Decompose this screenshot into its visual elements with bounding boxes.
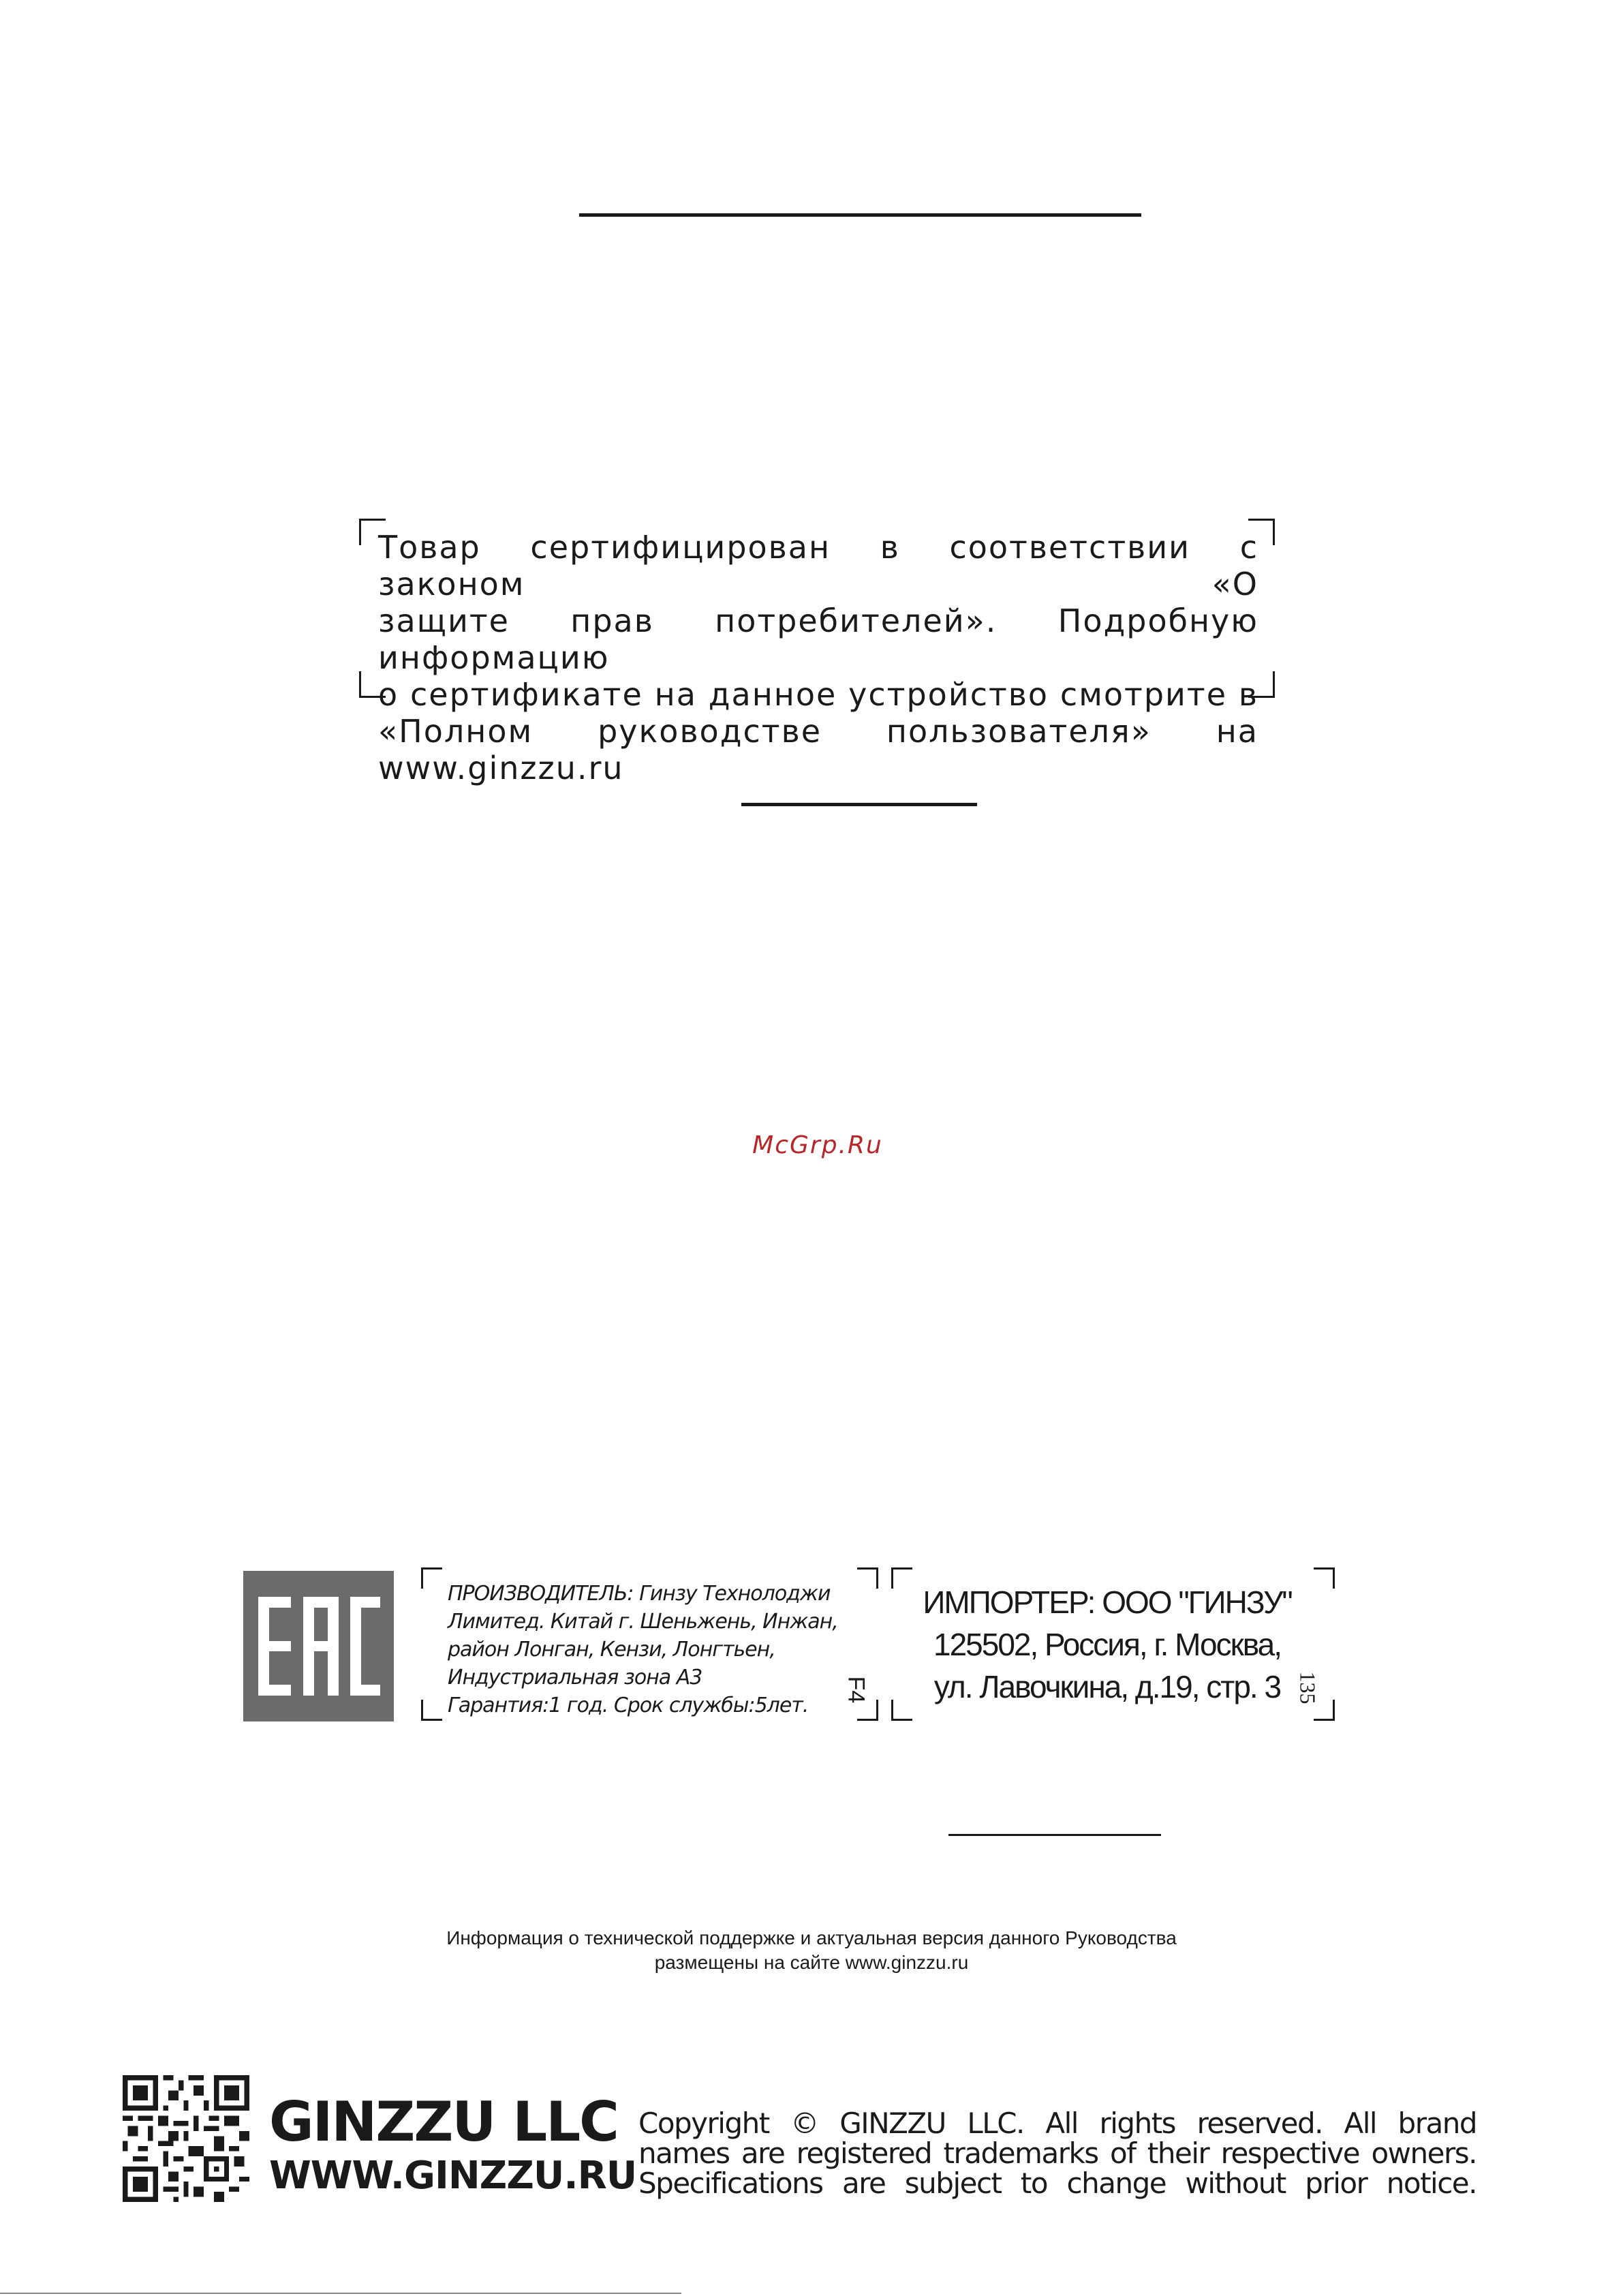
qr-code-icon — [123, 2075, 249, 2202]
manufacturer-line: Гарантия:1 год. Срок службы:5лет. — [448, 1694, 809, 1717]
cert-line: «Полном руководстве пользователя» на www.ginzzu.ru — [378, 713, 1258, 786]
eac-certification-mark — [243, 1571, 394, 1721]
copyright-line: names are registered trademarks of their respective owners. — [638, 2137, 1477, 2170]
imp-corner-tl — [891, 1567, 912, 1589]
page-bottom-edge — [0, 2293, 681, 2294]
importer-line: ул. Лавочкина, д.19, стр. 3 — [933, 1669, 1281, 1704]
certification-notice — [378, 529, 1258, 786]
mfr-corner-bl — [421, 1700, 442, 1721]
manufacturer-info — [448, 1580, 850, 1719]
top-divider — [579, 213, 1141, 217]
copyright-line: Specifications are subject to change without prior notice. — [638, 2167, 1477, 2200]
copyright-notice — [638, 2109, 1477, 2199]
importer-code: 135 — [1295, 1671, 1320, 1704]
copyright-line: Copyright © GINZZU LLC. All rights reserved. All brand — [638, 2107, 1477, 2140]
watermark: McGrp.Ru — [752, 1131, 883, 1159]
manufacturer-line: ПРОИЗВОДИТЕЛЬ: Гинзу Технолоджи — [448, 1582, 831, 1606]
small-divider — [948, 1834, 1161, 1836]
manufacturer-code: F4 — [843, 1676, 869, 1704]
brand-url: WWW.GINZZU.RU — [269, 2154, 637, 2198]
brand-block — [269, 2091, 636, 2199]
support-notice — [0, 1926, 1623, 1975]
mfr-corner-tl — [421, 1567, 442, 1589]
cert-line: Товар сертифицирован в соответствии с законом «О — [378, 529, 1258, 602]
imp-corner-tr — [1314, 1567, 1335, 1589]
manufacturer-line: Индустриальная зона А3 — [448, 1666, 702, 1689]
eac-logo-icon — [243, 1571, 394, 1721]
brand-name: GINZZU LLC — [269, 2090, 618, 2154]
support-line: Информация о технической поддержке и актуальная версия данного Руководства — [446, 1927, 1177, 1948]
manufacturer-line: район Лонган, Кензи, Лонгтьен, — [448, 1638, 775, 1662]
imp-corner-bl — [891, 1700, 912, 1721]
cert-line: о сертификате на данное устройство смотрите в — [378, 676, 1258, 713]
importer-info — [916, 1581, 1298, 1708]
support-line: размещены на сайте www.ginzzu.ru — [654, 1952, 969, 1973]
manufacturer-line: Лимитед. Китай г. Шеньжень, Инжан, — [448, 1610, 838, 1634]
mfr-corner-tr — [857, 1567, 878, 1589]
importer-line: ИМПОРТЕР: ООО "ГИНЗУ" — [923, 1585, 1292, 1620]
cert-line: защите прав потребителей». Подробную информацию — [378, 602, 1258, 676]
importer-line: 125502, Россия, г. Москва, — [933, 1627, 1282, 1662]
middle-divider — [741, 803, 977, 806]
